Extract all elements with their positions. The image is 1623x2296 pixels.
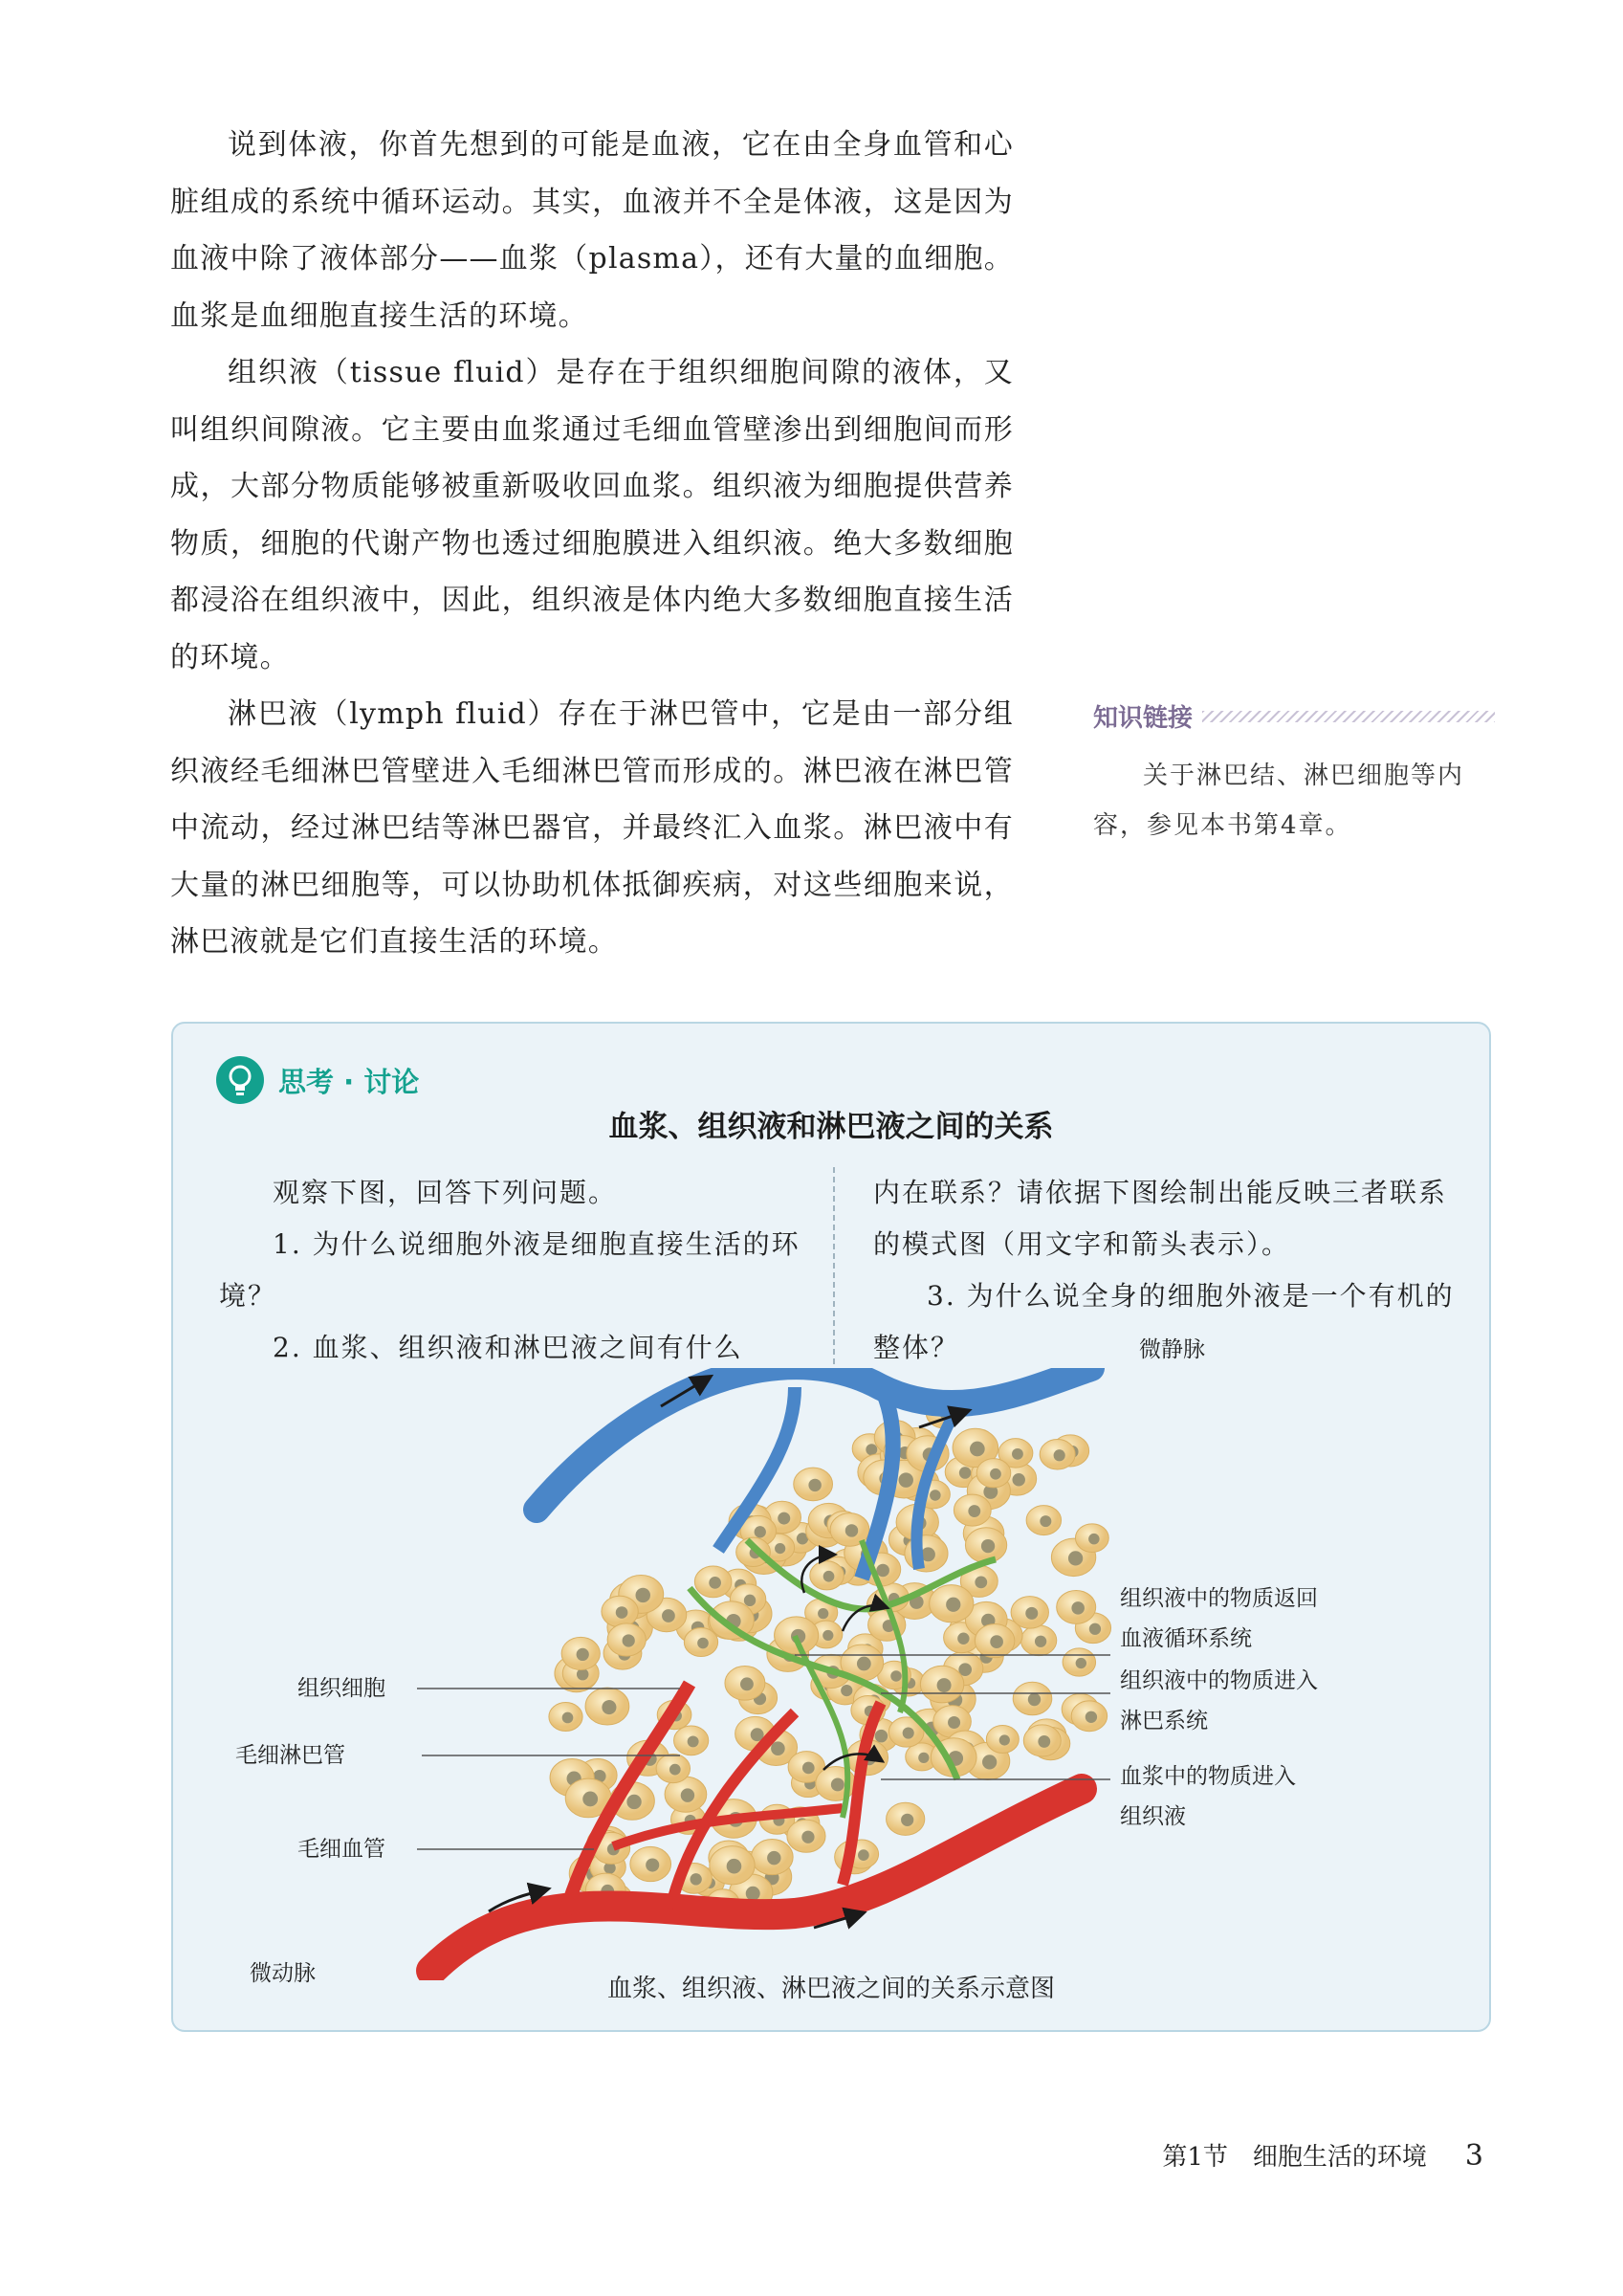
tissue-cell: [965, 1528, 1006, 1563]
paragraph-blood: 说到体液，你首先想到的可能是血液，它在由全身血管和心脏组成的系统中循环运动。其实，血液并不全是体液，这是因为血液中除了液体部分——血浆（plasma），还有大量的血细胞。血浆是血细胞直接生活的环境。: [170, 128, 1014, 333]
tissue-cell: [986, 1725, 1019, 1753]
tissue-cell: [794, 1468, 833, 1501]
tissue-cell: [920, 1666, 963, 1703]
label-return-blood-1: 组织液中的物质返回: [1120, 1586, 1318, 1611]
tissue-cell: [1040, 1440, 1075, 1469]
question-3: 3. 为什么说全身的细胞外液是一个有机的整体？: [873, 1280, 1455, 1363]
tissue-cell: [1026, 1506, 1061, 1535]
label-plasma-enter-1: 血浆中的物质进入: [1120, 1764, 1296, 1789]
label-lymph-capillary: 毛细淋巴管: [235, 1743, 345, 1768]
tissue-cell: [684, 1628, 717, 1657]
tissue-cell: [930, 1585, 974, 1623]
tissue-cell: [1011, 1597, 1048, 1628]
decorative-stripe: [1202, 711, 1495, 722]
discussion-title: 血浆、组织液和淋巴液之间的关系: [608, 1110, 1054, 1144]
knowledge-link-title: 知识链接: [1093, 704, 1194, 733]
tissue-cell: [954, 1494, 991, 1526]
lightbulb-icon: [215, 1055, 265, 1105]
tissue-cell: [694, 1566, 731, 1598]
label-blood-capillary: 毛细血管: [297, 1837, 385, 1862]
page-footer: [1162, 2137, 1483, 2173]
discussion-tag: 思考 · 讨论: [278, 1065, 420, 1098]
tissue-cell: [1013, 1682, 1052, 1714]
paragraph-tissue-fluid: 组织液（tissue fluid）是存在于组织细胞间隙的液体，又叫组织间隙液。它主要由血浆通过毛细血管壁渗出到细胞间而形成，大部分物质能够被重新吸收回血浆。组织液为细胞提供营养物质，细胞的代谢产物也透过细胞膜进入组织液。绝大多数细胞都浸浴在组织液中，因此，组织液是体内绝大多数细胞直接生活的环境。: [170, 356, 1014, 674]
tissue-cell: [585, 1688, 629, 1725]
discussion-header: [215, 1055, 419, 1105]
questions-left-column: [219, 1167, 841, 1374]
figure-caption: 血浆、组织液、淋巴液之间的关系示意图: [606, 1975, 1055, 2003]
tissue-cell: [1023, 1725, 1061, 1756]
tissue-cell: [787, 1820, 825, 1852]
tissue-cell: [975, 1623, 1014, 1657]
page-number: 3: [1464, 2139, 1483, 2173]
label-enter-lymph-2: 淋巴系统: [1120, 1709, 1208, 1733]
label-enter-lymph-1: 组织液中的物质进入: [1120, 1668, 1318, 1693]
tissue-cell: [710, 1846, 755, 1885]
tissue-cell: [602, 1596, 638, 1627]
knowledge-link-header: [1093, 698, 1495, 734]
tissue-cell: [561, 1637, 600, 1669]
tissue-cell: [1075, 1524, 1108, 1553]
label-venule: 微静脉: [1139, 1337, 1205, 1362]
tissue-cell: [1063, 1648, 1095, 1676]
tissue-cell: [1071, 1701, 1107, 1732]
discussion-intro: 观察下图，回答下列问题。: [273, 1177, 618, 1208]
label-arteriole: 微动脉: [250, 1961, 316, 1986]
tissue-cell: [810, 1561, 844, 1590]
footer-section: 第1节 细胞生活的环境: [1162, 2143, 1427, 2172]
tissue-cell: [549, 1703, 582, 1732]
label-return-blood-2: 血液循环系统: [1120, 1626, 1252, 1651]
question-1: 1. 为什么说细胞外液是细胞直接生活的环境？: [219, 1228, 801, 1312]
main-text: [170, 117, 1014, 971]
label-plasma-enter-2: 组织液: [1120, 1804, 1186, 1829]
column-divider: [833, 1167, 835, 1383]
paragraph-lymph: 淋巴液（lymph fluid）存在于淋巴管中，它是由一部分组织液经毛细淋巴管壁进入毛细淋巴管而形成的。淋巴液在淋巴管中流动，经过淋巴结等淋巴器官，并最终汇入血浆。淋巴液中有大量的淋巴细胞等，可以协助机体抵御疾病，对这些细胞来说，淋巴液就是它们直接生活的环境。: [170, 697, 1014, 959]
tissue-cell: [751, 1840, 793, 1875]
knowledge-link-text: 关于淋巴结、淋巴细胞等内容，参见本书第4章。: [1093, 762, 1465, 840]
tissue-cell: [1057, 1590, 1096, 1623]
tissue-cell: [887, 1802, 925, 1835]
tissue-cell: [607, 1623, 646, 1656]
discussion-panel: [171, 1022, 1491, 2032]
knowledge-link-note: [1093, 698, 1495, 850]
question-2-start: 2. 血浆、组织液和淋巴液之间有什么: [273, 1332, 743, 1363]
tissue-cell: [656, 1755, 690, 1783]
question-2-end: 内在联系？请依据下图绘制出能反映三者联系的模式图（用文字和箭头表示）。: [873, 1177, 1448, 1260]
tissue-cell: [1020, 1625, 1056, 1656]
tissue-cell: [630, 1846, 671, 1881]
label-tissue-cell: 组织细胞: [297, 1676, 385, 1701]
tissue-cell: [725, 1667, 765, 1701]
tissue-cell: [976, 1459, 1011, 1488]
tissue-cell: [674, 1726, 709, 1755]
